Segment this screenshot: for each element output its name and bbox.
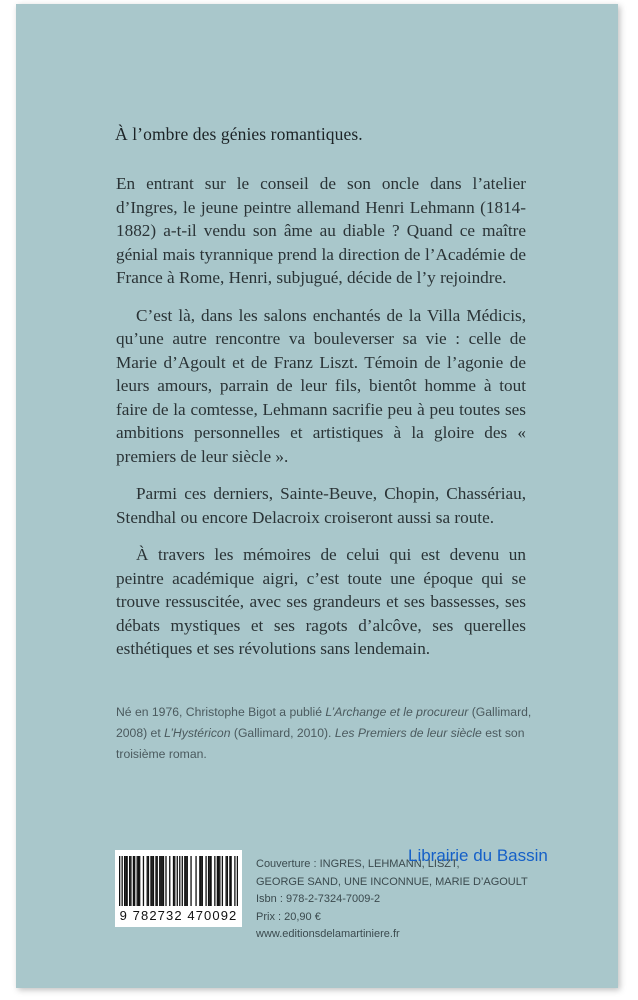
barcode-bar (137, 856, 138, 906)
bio-text-4: est son troisième roman. (116, 726, 525, 761)
barcode (115, 850, 242, 927)
cover-credit-cont: GEORGE SAND, UNE INCONNUE, MARIE D’AGOULT (256, 875, 528, 888)
barcode-bar (157, 856, 158, 906)
author-bio (116, 702, 536, 765)
barcode-bar (119, 856, 120, 906)
barcode-bar (200, 856, 201, 906)
barcode-bar (155, 856, 156, 906)
bio-text-3: (Gallimard, 2010). (230, 726, 335, 740)
barcode-bar (185, 856, 186, 906)
barcode-bar (153, 856, 154, 906)
barcode-bar (150, 856, 151, 906)
barcode-bar (143, 856, 144, 906)
publisher-website[interactable]: www.editionsdelamartiniere.fr (256, 928, 400, 940)
barcode-bar (148, 856, 149, 906)
barcode-bar (125, 856, 126, 906)
barcode-bar (237, 856, 238, 906)
blurb (116, 172, 526, 675)
blurb-paragraph-1: En entrant sur le conseil de son oncle dans l’atelier d’Ingres, le jeune peintre allemand Henri Lehmann (1814-1882) a-t-il vendu son âme au diable ? Quand ce maître génial mais tyrannique prend la direction de l’Académie de France à Rome, Henri, subjugué, décide de l’y rejoindre. (116, 174, 526, 287)
barcode-bar (130, 856, 131, 906)
barcode-bar (184, 856, 185, 906)
barcode-bar (229, 856, 230, 906)
tagline: À l’ombre des génies romantiques. (115, 124, 363, 144)
barcode-bar (139, 856, 140, 906)
barcode-bar (127, 856, 128, 906)
bio-book-title-2: L’Hystéricon (164, 726, 231, 740)
barcode-bar (159, 856, 160, 906)
blurb-paragraph-3: Parmi ces derniers, Sainte-Beuve, Chopin, Chassériau, Stendhal ou encore Delacroix croiseront aussi sa route. (116, 484, 526, 527)
barcode-bar (210, 856, 211, 906)
blurb-paragraph-2: C’est là, dans les salons enchantés de la Villa Médicis, qu’une autre rencontre va bouleverser sa vie : celle de Marie d’Agoult et de Franz Liszt. Témoin de l’agonie de leurs amours, parrain de leur fils, bientôt homme à tout faire de la comtesse, Lehmann sacrifie peu à peu toutes ses ambitions personnelles et artistiques à la gloire des « premiers de leur siècle ». (116, 305, 526, 466)
bio-text-2: (Gallimard, 2008) et (116, 705, 532, 740)
barcode-bar (160, 856, 161, 906)
barcode-bar (234, 856, 235, 906)
bio-book-title-3: Les Premiers de leur siècle (334, 726, 482, 740)
barcode-bar (199, 856, 200, 906)
barcode-bar (225, 856, 226, 906)
barcode-bar (182, 856, 183, 906)
barcode-bar (202, 856, 203, 906)
bio-text-1: Né en 1976, Christophe Bigot a publié (116, 705, 326, 719)
cover-credit: Couverture : INGRES, LEHMANN, LISZT, (256, 858, 460, 870)
blurb-paragraph-4: À travers les mémoires de celui qui est devenu un peintre académique aigri, c’est toute une époque qui se trouve ressuscitée, avec ses grandeurs et ses bassesses, ses débats mystiques et ses ragots d’alcôve, ses querelles esthétiques et ses révolutions sans lendemain. (116, 545, 526, 658)
barcode-bar (219, 856, 220, 906)
barcode-bar (173, 856, 174, 906)
barcode-bar (209, 856, 210, 906)
barcode-bar (152, 856, 153, 906)
barcode-bar (208, 856, 209, 906)
bookshop-watermark: Librairie du Bassin (408, 846, 548, 865)
barcode-bar (133, 856, 134, 906)
barcode-bar (179, 856, 180, 906)
barcode-bar (217, 856, 218, 906)
barcode-bar (214, 856, 215, 906)
barcode-bar (134, 856, 135, 906)
barcode-bar (227, 856, 228, 906)
barcode-bar (163, 856, 164, 906)
barcode-bar (162, 856, 163, 906)
barcode-bar (190, 856, 191, 906)
barcode-bar (195, 856, 196, 906)
barcode-bar (205, 856, 206, 906)
barcode-bar (165, 856, 166, 906)
barcode-bar (129, 856, 130, 906)
barcode-bar (222, 856, 223, 906)
barcode-bar (124, 856, 125, 906)
barcode-bars (119, 856, 238, 906)
barcode-bar (230, 856, 231, 906)
barcode-bar (122, 856, 123, 906)
barcode-bar (147, 856, 148, 906)
barcode-number: 9 782732 470092 (119, 908, 238, 923)
barcode-bar (177, 856, 178, 906)
isbn: Isbn : 978-2-7324-7009-2 (256, 893, 381, 905)
bio-book-title-1: L’Archange et le procureur (325, 705, 469, 719)
barcode-bar (169, 856, 170, 906)
barcode-bar (138, 856, 139, 906)
price: Prix : 20,90 € (256, 910, 321, 923)
barcode-bar (174, 856, 175, 906)
barcode-bar (187, 856, 188, 906)
barcode-bar (218, 856, 219, 906)
credits (256, 856, 556, 944)
